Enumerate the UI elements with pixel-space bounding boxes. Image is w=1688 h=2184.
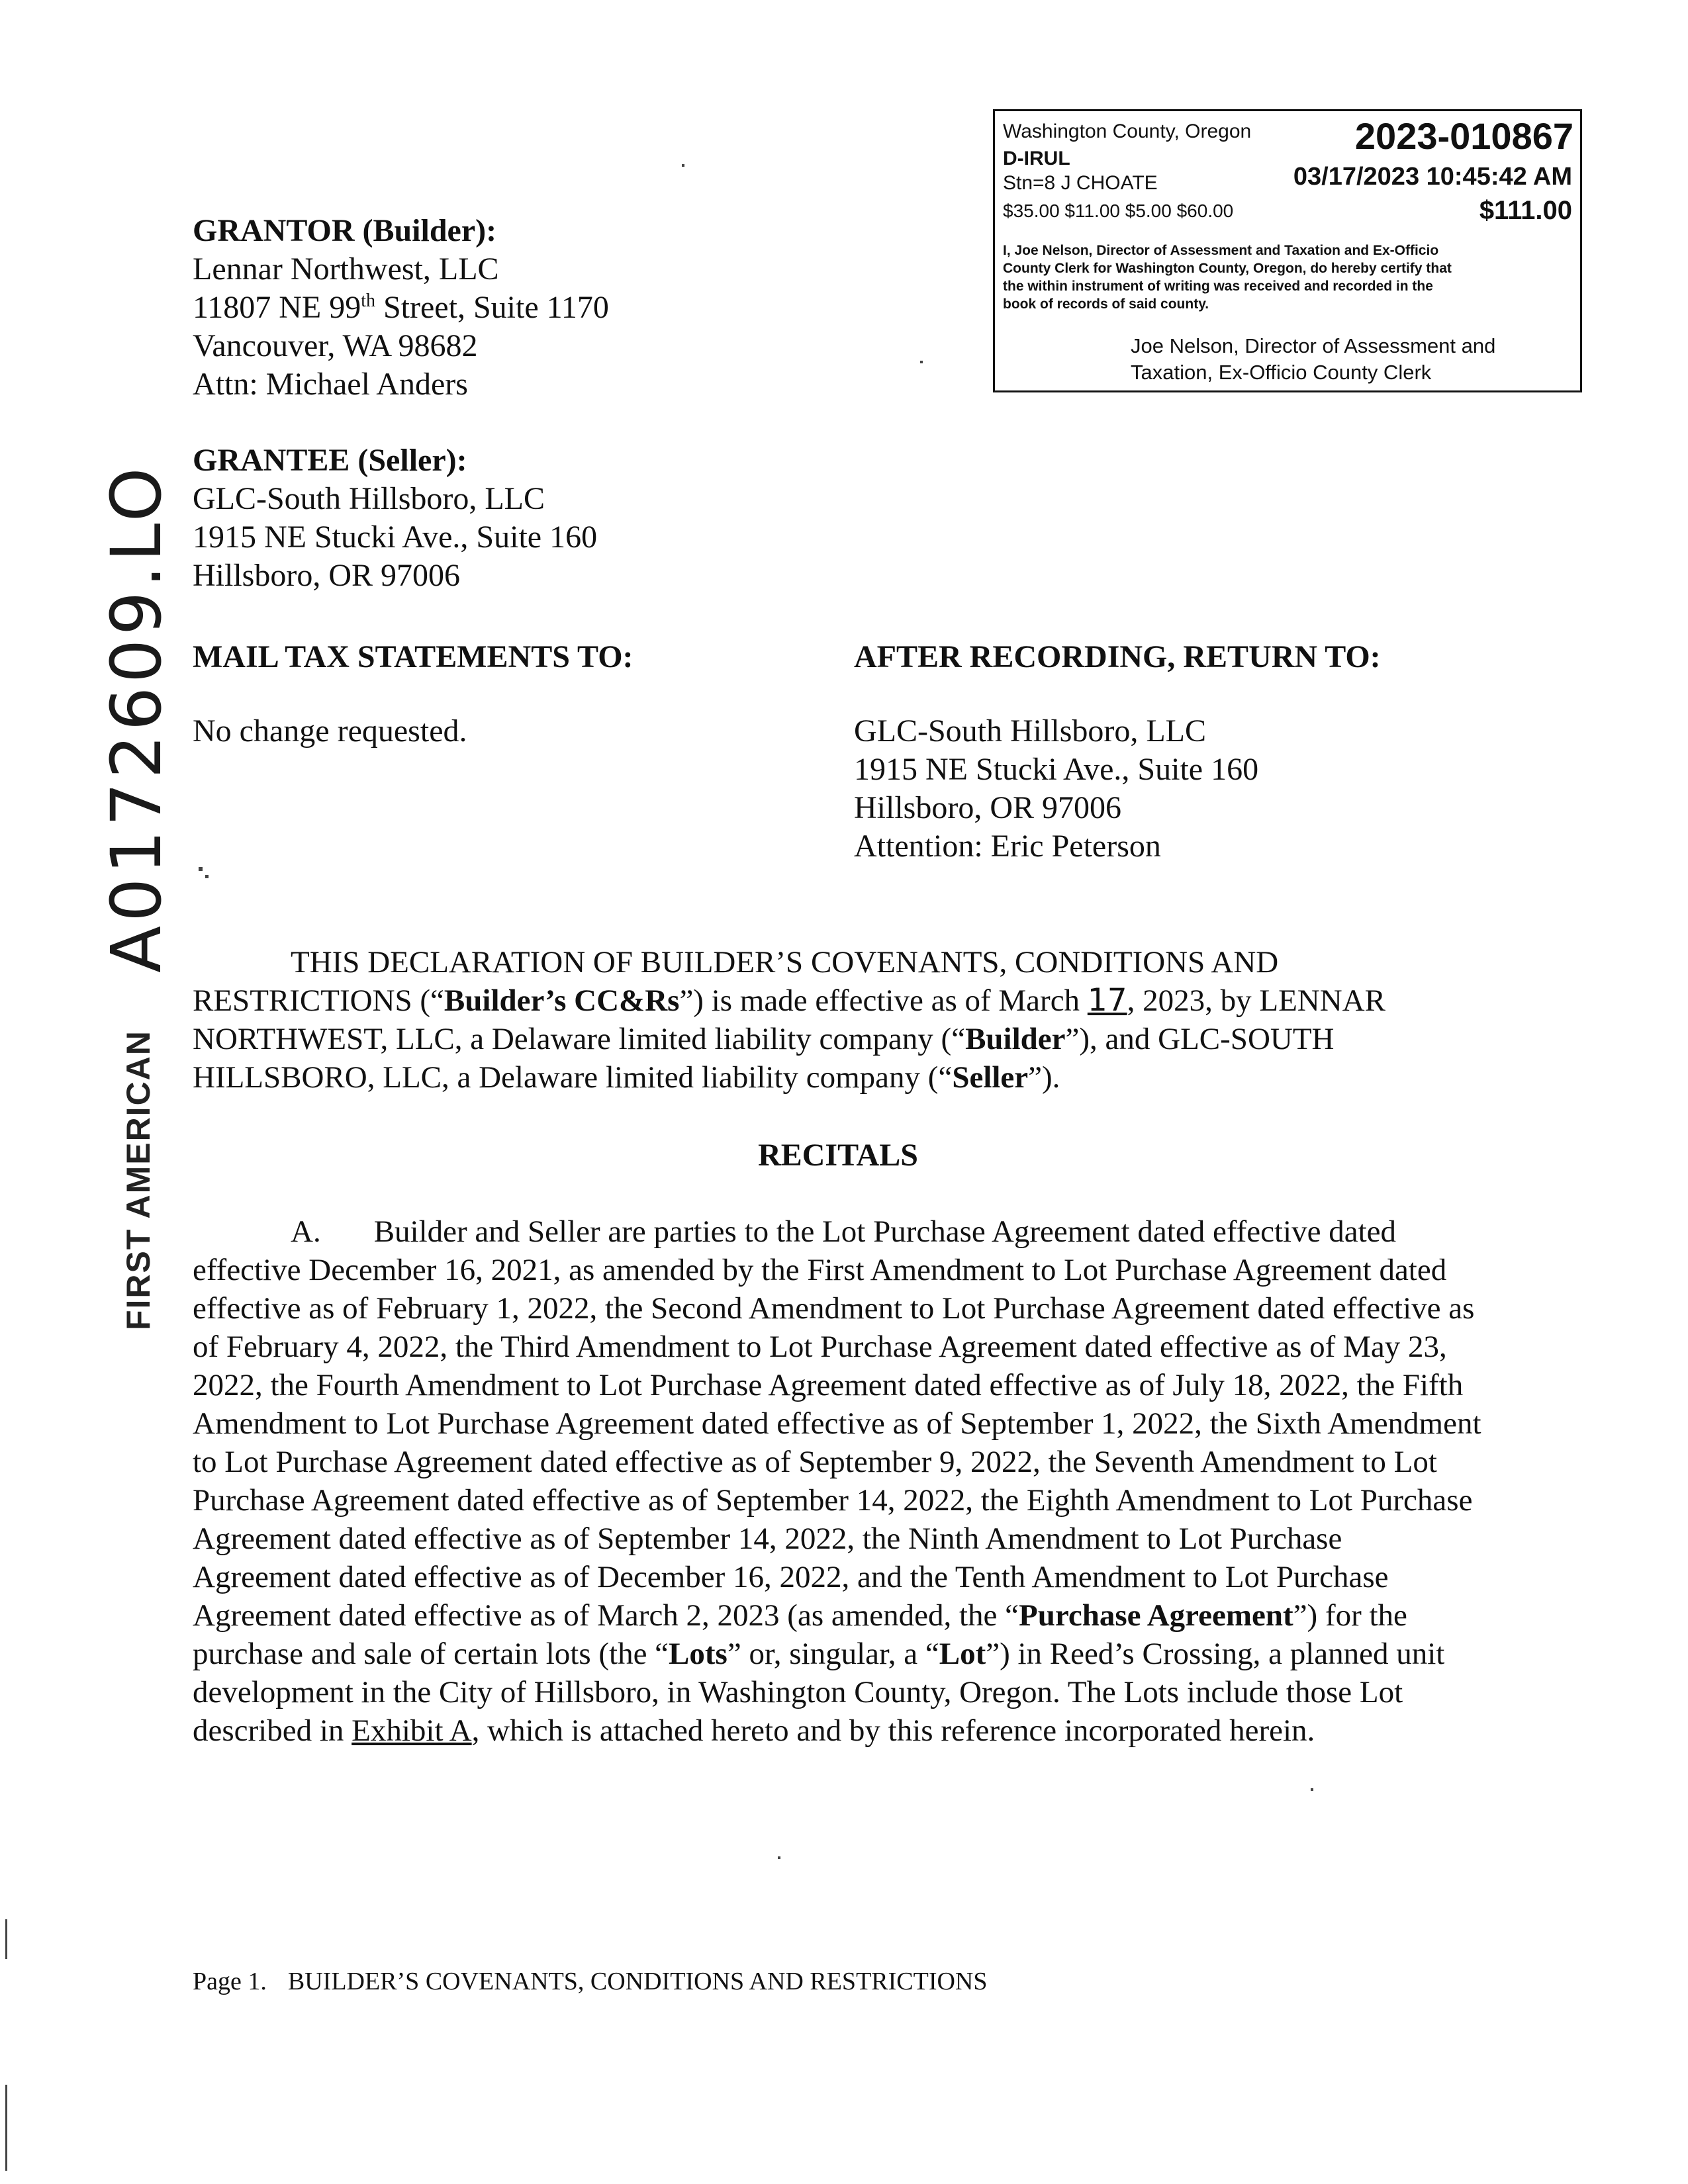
certification-line: County Clerk for Washington County, Oregon, do hereby certify that (1003, 261, 1452, 276)
grantee-block (193, 441, 597, 595)
scan-speck (205, 875, 209, 878)
footer-title: BUILDER’S COVENANTS, CONDITIONS AND RESTRICTIONS (287, 1968, 988, 1995)
certification-line: the within instrument of writing was received and recorded in the (1003, 279, 1433, 294)
stamp-certification (1003, 242, 1452, 313)
mail-tax-body: No change requested. (193, 713, 467, 749)
handwritten-order-number: A0172609.LO (96, 463, 177, 973)
scan-speck (199, 867, 203, 871)
signature-line: Taxation, Ex-Officio County Clerk (1131, 361, 1432, 384)
stamp-signature (1131, 333, 1495, 386)
exhibit-a-reference: Exhibit A (352, 1713, 472, 1748)
stamp-document-number: 2023-010867 (1354, 115, 1573, 157)
stamp-total: $111.00 (1479, 196, 1572, 225)
grantor-name: Lennar Northwest, LLC (193, 251, 499, 287)
recording-stamp (993, 109, 1582, 392)
grantor-street: 11807 NE 99th Street, Suite 1170 (193, 290, 609, 325)
handwritten-date: 17 (1087, 982, 1127, 1019)
stamp-datetime: 03/17/2023 10:45:42 AM (1293, 163, 1572, 191)
scan-speck (778, 1856, 780, 1859)
return-to-heading: AFTER RECORDING, RETURN TO: (854, 639, 1381, 674)
defined-term: Lots (669, 1637, 727, 1671)
recital-a-paragraph: A. Builder and Seller are parties to the Lot Purchase Agreement dated effective dated effective December 16, 2021, as amended by the First Amendment to Lot Purchase Agreement dated effective as of February 1, 2022, the Second Amendment to Lot Purchase Agreement dated effective as of February 4, 2022, the Third Amendment to Lot Purchase Agreement dated effective as of May 23, 2022, the Fourth Amendment to Lot Purchase Agreement dated effective as of July 18, 2022, the Fifth Amendment to Lot Purchase Agreement dated effective as of September 1, 2022, the Sixth Amendment to Lot Purchase Agreement dated effective as of September 9, 2022, the Seventh Amendment to Lot Purchase Agreement dated effective as of September 14, 2022, the Eighth Amendment to Lot Purchase Agreement dated effective as of September 14, 2022, the Ninth Amendment to Lot Purchase Agreement dated effective as of December 16, 2022, and the Tenth Amendment to Lot Purchase Agreement dated effective as of March 2, 2023 (as amended, the “Purchase Agreement”) for the purchase and sale of certain lots (the “Lots” or, singular, a “Lot”) in Reed’s Crossing, a planned unit development in the City of Hillsboro, in Washington County, Oregon. The Lots include those Lot described in Exhibit A, which is attached hereto and by this reference incorporated herein. (193, 1214, 1481, 1748)
return-to-block (854, 712, 1258, 866)
scan-speck (1311, 1788, 1313, 1791)
grantor-block (193, 212, 609, 404)
return-to-line: 1915 NE Stucki Ave., Suite 160 (854, 752, 1259, 787)
mail-tax-heading: MAIL TAX STATEMENTS TO: (193, 639, 633, 674)
declaration-paragraph: THIS DECLARATION OF BUILDER’S COVENANTS, CONDITIONS AND RESTRICTIONS (“Builder’s CC&Rs”) is made effective as of March 17, 2023, by LENNAR NORTHWEST, LLC, a Delaware limited liability company (“Builder”), and GLC-SOUTH HILLSBORO, LLC, a Delaware limited liability company (“Seller”). (193, 945, 1385, 1095)
stamp-station: Stn=8 J CHOATE (1003, 172, 1158, 194)
recital-marker: A. (291, 1214, 321, 1249)
stamp-document-type: D-IRUL (1003, 148, 1070, 169)
page-number: Page 1. (193, 1968, 267, 1995)
return-to-line: GLC-South Hillsboro, LLC (854, 713, 1207, 749)
grantor-attn: Attn: Michael Anders (193, 367, 468, 402)
certification-line: I, Joe Nelson, Director of Assessment and Taxation and Ex-Officio (1003, 243, 1439, 258)
grantee-street: 1915 NE Stucki Ave., Suite 160 (193, 520, 598, 555)
stamp-county: Washington County, Oregon (1003, 120, 1252, 142)
defined-term: Builder (965, 1022, 1066, 1056)
scan-speck (920, 361, 923, 363)
recitals-heading: RECITALS (758, 1138, 918, 1173)
grantor-heading: GRANTOR (Builder): (193, 213, 497, 248)
certification-line: book of records of said county. (1003, 296, 1209, 312)
return-to-line: Attention: Eric Peterson (854, 829, 1161, 864)
grantee-name: GLC-South Hillsboro, LLC (193, 481, 545, 516)
return-to-line: Hillsboro, OR 97006 (854, 790, 1122, 825)
defined-term: Lot (939, 1637, 986, 1671)
title-company-stamp: FIRST AMERICAN (120, 1030, 157, 1330)
grantor-city: Vancouver, WA 98682 (193, 328, 478, 363)
signature-line: Joe Nelson, Director of Assessment and (1131, 334, 1496, 357)
scan-speck (682, 164, 684, 167)
scan-edge-mark (5, 2085, 7, 2171)
defined-term: Purchase Agreement (1019, 1598, 1293, 1633)
scan-edge-mark (5, 1919, 7, 1959)
grantee-city: Hillsboro, OR 97006 (193, 558, 461, 593)
page-footer (193, 1967, 988, 1996)
defined-term: Seller (952, 1060, 1029, 1095)
defined-term: Builder’s CC&Rs (444, 983, 680, 1018)
grantee-heading: GRANTEE (Seller): (193, 443, 467, 478)
stamp-fees: $35.00 $11.00 $5.00 $60.00 (1003, 201, 1234, 221)
